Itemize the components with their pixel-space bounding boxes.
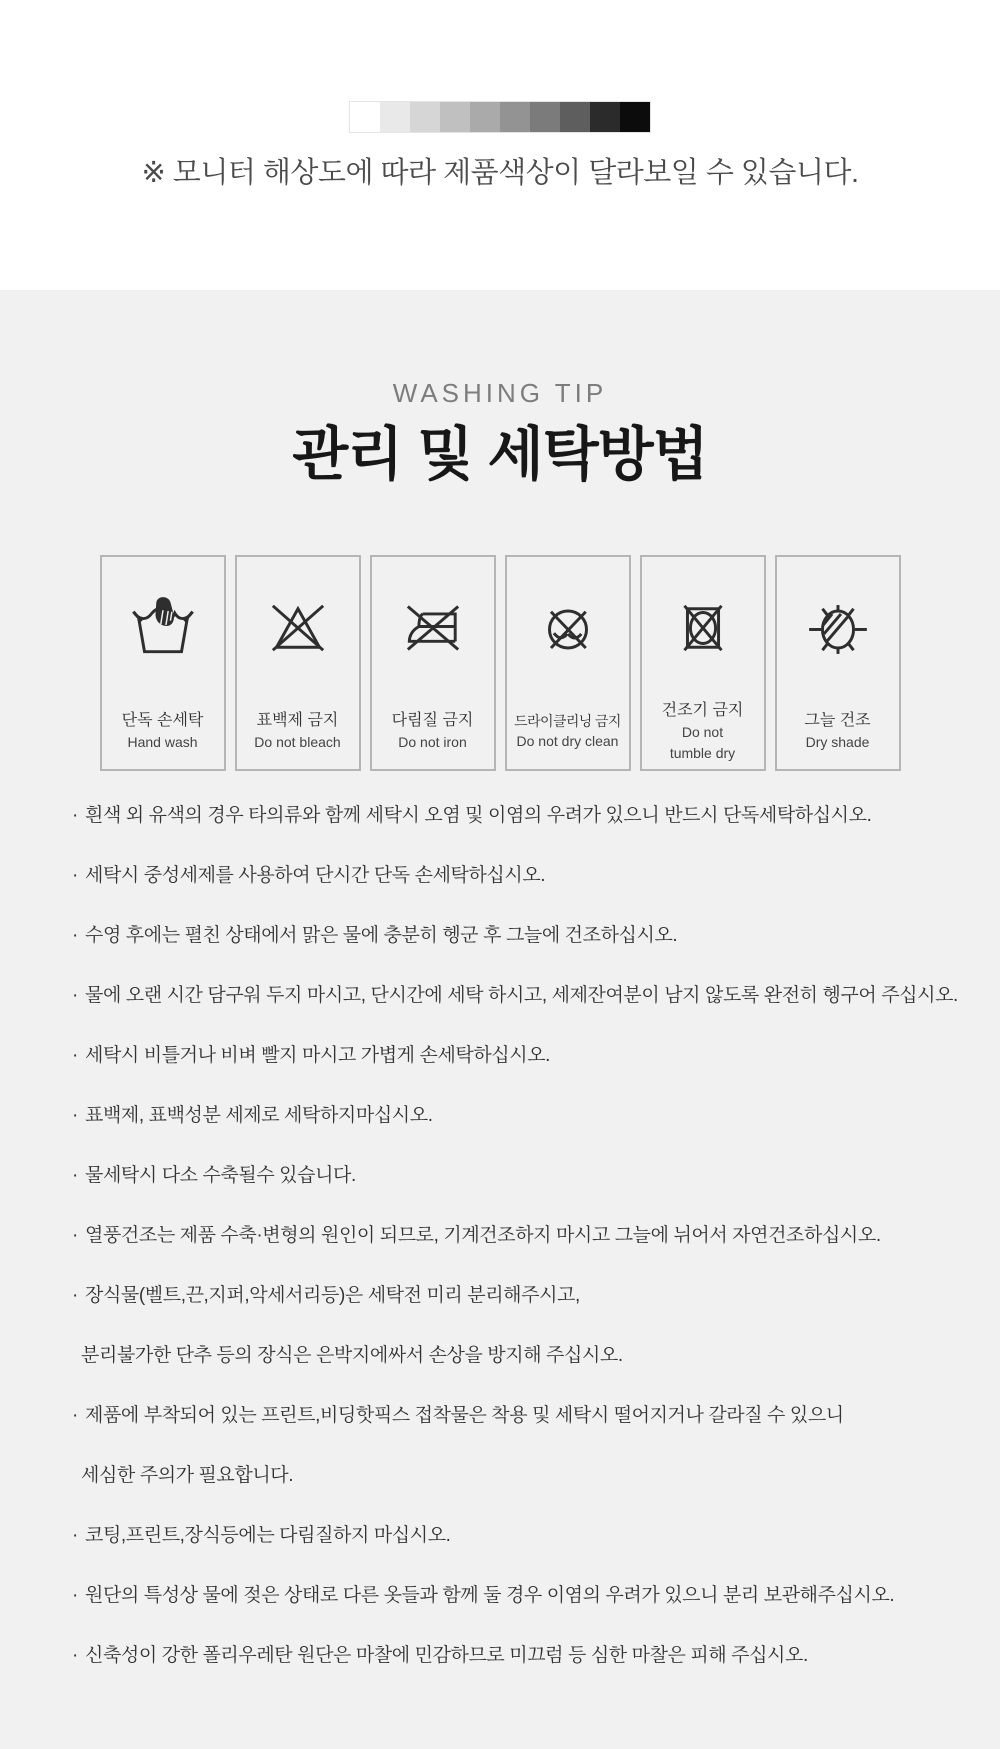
dry-shade-icon (801, 557, 875, 699)
bullet-dot: · (72, 1644, 78, 1666)
bullet-dot: · (72, 1404, 78, 1426)
instruction-line (72, 1086, 1000, 1146)
care-symbols-row (0, 555, 1000, 771)
symbol-label-ko: 드라이클리닝 금지 (514, 712, 621, 729)
hand-wash-icon (126, 557, 200, 699)
care-instructions-list (72, 786, 1000, 1686)
bullet-dot: · (72, 1584, 78, 1606)
symbol-label-box (514, 699, 621, 763)
grayscale-swatch (530, 102, 560, 132)
washing-tip-section (0, 290, 1000, 1749)
symbol-label-box (804, 699, 870, 763)
symbol-label-en: Do not dry clean (516, 732, 619, 749)
symbol-label-box (392, 699, 474, 763)
symbol-label-ko: 표백제 금지 (256, 712, 339, 730)
instruction-line (72, 1566, 1000, 1626)
instruction-text: 분리불가한 단추 등의 장식은 은박지에싸서 손상을 방지해 주십시오. (81, 1344, 623, 1366)
do-not-bleach-icon (261, 557, 335, 699)
instruction-text: 흰색 외 유색의 경우 타의류와 함께 세탁시 오염 및 이염의 우려가 있으니 반드시 단독세탁하십시오. (85, 804, 872, 826)
instruction-text: 세탁시 중성세제를 사용하여 단시간 단독 손세탁하십시오. (85, 864, 546, 886)
instruction-text: 물에 오랜 시간 담구워 두지 마시고, 단시간에 세탁 하시고, 세제잔여분이 남지 않도록 완전히 헹구어 주십시오. (85, 984, 958, 1006)
care-symbol-do-not-dry-clean (505, 555, 631, 771)
grayscale-swatch (380, 102, 410, 132)
grayscale-swatch (350, 102, 380, 132)
symbol-label-box (662, 699, 744, 763)
bullet-dot: · (72, 1164, 78, 1186)
symbol-label-en: tumble dry (669, 744, 736, 761)
symbol-label-en: Do not (681, 724, 724, 741)
washing-tip-eyebrow: WASHING TIP (392, 378, 608, 408)
instruction-text: 열풍건조는 제품 수축·변형의 원인이 되므로, 기계건조하지 마시고 그늘에 뉘어서 자연건조하십시오. (85, 1224, 881, 1246)
do-not-tumble-dry-icon (666, 557, 740, 699)
instruction-line (72, 1146, 1000, 1206)
instruction-text: 표백제, 표백성분 세제로 세탁하지마십시오. (85, 1104, 433, 1126)
instruction-text: 물세탁시 다소 수축될수 있습니다. (85, 1164, 356, 1186)
symbol-label-ko: 다림질 금지 (391, 712, 474, 730)
instruction-line (72, 846, 1000, 906)
care-symbol-do-not-iron (370, 555, 496, 771)
instruction-line (72, 1626, 1000, 1686)
bullet-dot: · (72, 1224, 78, 1246)
symbol-label-en: Do not iron (398, 734, 467, 751)
symbol-label-box (122, 699, 204, 763)
do-not-iron-icon (396, 557, 470, 699)
instruction-line-continuation (72, 1326, 1000, 1386)
grayscale-swatch (470, 102, 500, 132)
instruction-text: 신축성이 강한 폴리우레탄 원단은 마찰에 민감하므로 미끄럼 등 심한 마찰은 피해 주십시오. (85, 1644, 808, 1666)
symbol-label-en: Hand wash (127, 734, 198, 751)
bullet-dot: · (72, 924, 78, 946)
care-symbol-do-not-tumble-dry (640, 555, 766, 771)
bullet-dot: · (72, 864, 78, 886)
grayscale-swatch (440, 102, 470, 132)
grayscale-swatch (500, 102, 530, 132)
instruction-text: 원단의 특성상 물에 젖은 상태로 다른 옷들과 함께 둘 경우 이염의 우려가 있으니 분리 보관해주십시오. (85, 1584, 895, 1606)
grayscale-swatch (620, 102, 650, 132)
instruction-line (72, 786, 1000, 846)
symbol-label-en: Do not bleach (254, 734, 341, 751)
do-not-dry-clean-icon (531, 557, 605, 699)
symbol-label-box (254, 699, 340, 763)
bullet-dot: · (72, 984, 78, 1006)
instruction-line-continuation (72, 1446, 1000, 1506)
symbol-label-en: Dry shade (805, 734, 870, 751)
instruction-text: 세심한 주의가 필요합니다. (81, 1464, 294, 1486)
care-symbol-dry-shade (775, 555, 901, 771)
instruction-text: 세탁시 비틀거나 비벼 빨지 마시고 가볍게 손세탁하십시오. (85, 1044, 551, 1066)
grayscale-swatch (590, 102, 620, 132)
symbol-label-ko: 건조기 금지 (661, 702, 744, 720)
monitor-notice-text: ※ 모니터 해상도에 따라 제품색상이 달라보일 수 있습니다. (141, 157, 859, 189)
instruction-line (72, 1386, 1000, 1446)
instruction-text: 장식물(벨트,끈,지퍼,악세서리등)은 세탁전 미리 분리해주시고, (85, 1284, 580, 1306)
bullet-dot: · (72, 1044, 78, 1066)
symbol-label-ko: 단독 손세탁 (121, 712, 204, 730)
bullet-dot: · (72, 1284, 78, 1306)
instruction-line (72, 1506, 1000, 1566)
instruction-text: 제품에 부착되어 있는 프린트,비딩핫픽스 접착물은 착용 및 세탁시 떨어지거나 갈라질 수 있으니 (85, 1404, 844, 1426)
grayscale-swatch (410, 102, 440, 132)
instruction-line (72, 966, 1000, 1026)
instruction-line (72, 906, 1000, 966)
bullet-dot: · (72, 804, 78, 826)
grayscale-bar (349, 101, 651, 133)
color-notice-section (0, 0, 1000, 290)
care-symbol-hand-wash (100, 555, 226, 771)
section-title: 관리 및 세탁방법 (292, 422, 708, 487)
instruction-line (72, 1206, 1000, 1266)
instruction-text: 수영 후에는 펼친 상태에서 맑은 물에 충분히 헹군 후 그늘에 건조하십시오. (85, 924, 678, 946)
bullet-dot: · (72, 1524, 78, 1546)
grayscale-swatch (560, 102, 590, 132)
instruction-line (72, 1026, 1000, 1086)
symbol-label-ko: 그늘 건조 (804, 712, 871, 730)
care-symbol-do-not-bleach (235, 555, 361, 771)
instruction-line (72, 1266, 1000, 1326)
bullet-dot: · (72, 1104, 78, 1126)
instruction-text: 코팅,프린트,장식등에는 다림질하지 마십시오. (85, 1524, 451, 1546)
